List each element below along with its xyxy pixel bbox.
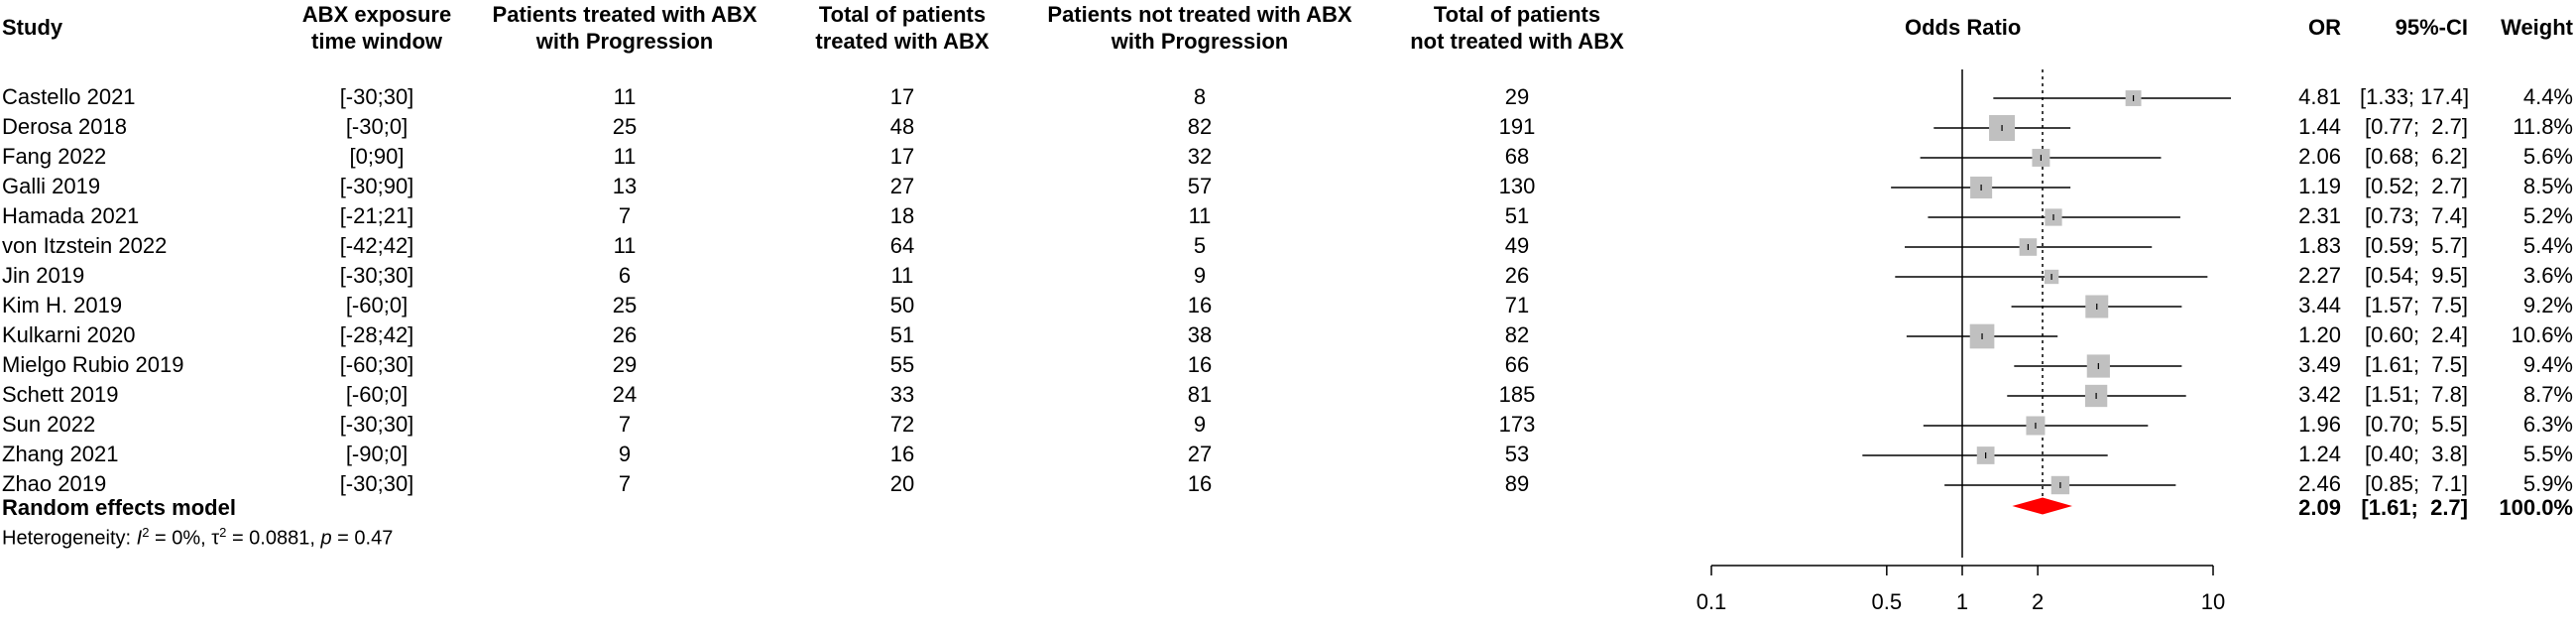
study-weight: 3.6% [2522, 263, 2573, 288]
study-or: 1.44 [2298, 114, 2341, 139]
header-study: Study [2, 15, 63, 40]
i2-value: = 0%, [149, 527, 212, 550]
study-window: [-30;0] [345, 114, 409, 139]
not-treated-total: 26 [1504, 263, 1530, 288]
not-treated-total: 53 [1504, 442, 1530, 466]
study-name: Jin 2019 [2, 263, 85, 288]
not-treated-progression: 81 [1187, 382, 1213, 407]
study-ci: [1.61; 7.5] [2365, 352, 2468, 377]
treated-total: 64 [889, 233, 915, 258]
not-treated-total: 173 [1498, 412, 1536, 437]
study-weight: 9.4% [2522, 352, 2573, 377]
treated-progression: 25 [612, 293, 638, 317]
header-window-line2: time window [311, 29, 442, 54]
tau-symbol: τ [211, 527, 220, 550]
study-ci: [0.85; 7.1] [2365, 471, 2468, 496]
not-treated-progression: 9 [1193, 412, 1207, 437]
treated-progression: 7 [618, 471, 632, 496]
treated-progression: 6 [618, 263, 632, 288]
x-tick-label: 2 [2032, 589, 2045, 614]
study-weight: 5.2% [2522, 203, 2573, 228]
x-tick-label: 0.1 [1696, 589, 1727, 614]
not-treated-total: 51 [1504, 203, 1530, 228]
header-or: OR [2308, 15, 2341, 40]
study-or: 1.96 [2298, 412, 2341, 437]
p-symbol: p [320, 527, 332, 550]
study-or: 2.31 [2298, 203, 2341, 228]
treated-total: 27 [889, 174, 915, 198]
treated-progression: 11 [613, 144, 637, 169]
not-treated-total: 66 [1504, 352, 1530, 377]
treated-total: 18 [889, 203, 915, 228]
not-treated-progression: 38 [1187, 322, 1213, 347]
study-name: Sun 2022 [2, 412, 96, 437]
study-weight: 8.7% [2522, 382, 2573, 407]
not-treated-progression: 16 [1187, 352, 1213, 377]
study-ci: [1.57; 7.5] [2365, 293, 2468, 317]
treated-progression: 7 [618, 412, 632, 437]
study-or: 2.46 [2298, 471, 2341, 496]
summary-weight: 100.0% [2499, 495, 2573, 520]
treated-progression: 7 [618, 203, 632, 228]
treated-progression: 11 [613, 84, 637, 109]
study-name: von Itzstein 2022 [2, 233, 168, 258]
header-window-line1: ABX exposure [301, 2, 452, 27]
study-or: 3.42 [2298, 382, 2341, 407]
study-weight: 6.3% [2522, 412, 2573, 437]
study-window: [-42;42] [339, 233, 414, 258]
summary-ci: [1.61; 2.7] [2361, 495, 2468, 520]
not-treated-total: 29 [1504, 84, 1530, 109]
heterogeneity-prefix: Heterogeneity: [2, 527, 137, 550]
study-weight: 11.8% [2513, 114, 2573, 139]
study-window: [-60;0] [345, 293, 409, 317]
study-window: [-30;90] [339, 174, 414, 198]
study-or: 2.06 [2298, 144, 2341, 169]
summary-label: Random effects model [2, 495, 236, 520]
header-not-treated-progression-line1: Patients not treated with ABX [1047, 2, 1352, 27]
header-not-treated-total-line1: Total of patients [1433, 2, 1601, 27]
study-window: [-30;30] [339, 471, 414, 496]
header-ci: 95%-CI [2395, 15, 2468, 40]
study-weight: 9.2% [2522, 293, 2573, 317]
not-treated-total: 89 [1504, 471, 1530, 496]
not-treated-progression: 5 [1193, 233, 1207, 258]
i2-superscript: 2 [142, 525, 150, 540]
treated-progression: 25 [612, 114, 638, 139]
study-window: [-90;0] [345, 442, 409, 466]
study-weight: 10.6% [2511, 322, 2573, 347]
study-name: Schett 2019 [2, 382, 119, 407]
treated-total: 50 [889, 293, 915, 317]
treated-total: 51 [889, 322, 915, 347]
x-tick-label: 1 [1955, 589, 1969, 614]
study-ci: [0.73; 7.4] [2365, 203, 2468, 228]
not-treated-total: 82 [1504, 322, 1530, 347]
header-not-treated-progression-line2: with Progression [1111, 29, 1289, 54]
treated-total: 17 [889, 144, 915, 169]
study-weight: 5.4% [2522, 233, 2573, 258]
study-ci: [0.70; 5.5] [2365, 412, 2468, 437]
study-window: [-30;30] [339, 412, 414, 437]
not-treated-progression: 57 [1187, 174, 1213, 198]
treated-progression: 11 [613, 233, 637, 258]
treated-total: 33 [889, 382, 915, 407]
treated-total: 72 [889, 412, 915, 437]
not-treated-progression: 9 [1193, 263, 1207, 288]
p-value: = 0.47 [331, 527, 394, 550]
not-treated-total: 185 [1498, 382, 1536, 407]
not-treated-progression: 16 [1187, 471, 1213, 496]
i2-symbol: I [136, 527, 143, 550]
study-name: Zhang 2021 [2, 442, 119, 466]
header-treated-total-line2: treated with ABX [815, 29, 990, 54]
study-ci: [1.51; 7.8] [2365, 382, 2468, 407]
study-name: Kim H. 2019 [2, 293, 123, 317]
study-name: Zhao 2019 [2, 471, 107, 496]
study-or: 3.49 [2298, 352, 2341, 377]
study-or: 1.20 [2298, 322, 2341, 347]
pooled-diamond [2014, 498, 2070, 514]
study-or: 1.24 [2298, 442, 2341, 466]
study-ci: [0.40; 3.8] [2365, 442, 2468, 466]
study-or: 1.19 [2298, 174, 2341, 198]
header-not-treated-total-line2: not treated with ABX [1410, 29, 1624, 54]
not-treated-total: 191 [1498, 114, 1536, 139]
not-treated-total: 68 [1504, 144, 1530, 169]
treated-progression: 24 [612, 382, 638, 407]
study-or: 1.83 [2298, 233, 2341, 258]
x-tick-label: 0.5 [1871, 589, 1903, 614]
study-weight: 5.5% [2522, 442, 2573, 466]
not-treated-progression: 8 [1193, 84, 1207, 109]
study-name: Hamada 2021 [2, 203, 140, 228]
study-or: 2.27 [2298, 263, 2341, 288]
treated-total: 16 [889, 442, 915, 466]
study-window: [-28;42] [339, 322, 414, 347]
study-ci: [0.59; 5.7] [2365, 233, 2468, 258]
study-ci: [0.52; 2.7] [2365, 174, 2468, 198]
study-ci: [0.54; 9.5] [2365, 263, 2468, 288]
treated-total: 55 [889, 352, 915, 377]
study-name: Fang 2022 [2, 144, 107, 169]
header-treated-progression-line2: with Progression [535, 29, 714, 54]
study-weight: 5.6% [2522, 144, 2573, 169]
study-window: [-60;30] [339, 352, 414, 377]
study-window: [-60;0] [345, 382, 409, 407]
header-treated-total-line1: Total of patients [818, 2, 987, 27]
study-weight: 4.4% [2522, 84, 2573, 109]
study-name: Mielgo Rubio 2019 [2, 352, 184, 377]
study-window: [-21;21] [339, 203, 414, 228]
x-tick-label: 10 [2200, 589, 2226, 614]
treated-total: 48 [889, 114, 915, 139]
not-treated-total: 49 [1504, 233, 1530, 258]
not-treated-total: 130 [1498, 174, 1536, 198]
treated-total: 20 [889, 471, 915, 496]
study-ci: [1.33; 17.4] [2360, 84, 2470, 109]
study-ci: [0.77; 2.7] [2365, 114, 2468, 139]
not-treated-progression: 27 [1187, 442, 1213, 466]
summary-or: 2.09 [2298, 495, 2341, 520]
study-name: Kulkarni 2020 [2, 322, 136, 347]
not-treated-progression: 32 [1187, 144, 1213, 169]
tau-superscript: 2 [219, 525, 227, 540]
not-treated-progression: 82 [1187, 114, 1213, 139]
treated-total: 17 [889, 84, 915, 109]
tau-value: = 0.0881, [226, 527, 321, 550]
study-weight: 8.5% [2522, 174, 2573, 198]
study-or: 3.44 [2298, 293, 2341, 317]
treated-progression: 9 [618, 442, 632, 466]
header-treated-progression-line1: Patients treated with ABX [492, 2, 758, 27]
study-window: [0;90] [349, 144, 405, 169]
study-weight: 5.9% [2522, 471, 2573, 496]
header-weight: Weight [2501, 15, 2573, 40]
study-or: 4.81 [2298, 84, 2341, 109]
study-name: Castello 2021 [2, 84, 136, 109]
not-treated-progression: 11 [1188, 203, 1212, 228]
study-window: [-30;30] [339, 84, 414, 109]
treated-progression: 26 [612, 322, 638, 347]
study-window: [-30;30] [339, 263, 414, 288]
treated-progression: 13 [612, 174, 638, 198]
study-ci: [0.68; 6.2] [2365, 144, 2468, 169]
header-odds-ratio: Odds Ratio [1905, 15, 2022, 40]
not-treated-total: 71 [1504, 293, 1530, 317]
treated-total: 11 [890, 263, 914, 288]
study-ci: [0.60; 2.4] [2365, 322, 2468, 347]
study-name: Galli 2019 [2, 174, 101, 198]
not-treated-progression: 16 [1187, 293, 1213, 317]
study-name: Derosa 2018 [2, 114, 127, 139]
treated-progression: 29 [612, 352, 638, 377]
